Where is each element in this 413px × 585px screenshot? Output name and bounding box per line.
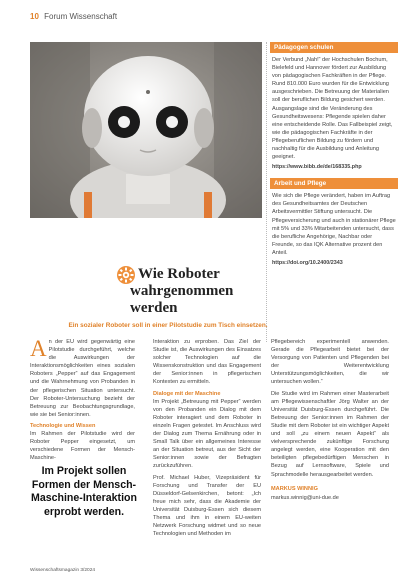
- subheading-dialoge: Dialoge mit der Maschine: [153, 390, 221, 397]
- author-email[interactable]: markus.winnig@uni-due.de: [271, 494, 339, 501]
- sidebar-heading-arbeit: Arbeit und Pflege: [270, 178, 398, 189]
- gear-icon: [116, 265, 136, 285]
- drop-cap: A: [30, 336, 47, 361]
- title-line-1: Wie Roboter: [138, 266, 220, 282]
- section-title: Forum Wissenschaft: [44, 12, 118, 21]
- column-3: [271, 338, 389, 502]
- sidebar-link-paedagogen[interactable]: https://www.bibb.de/de/168335.php: [272, 164, 362, 171]
- page-header: [30, 12, 117, 21]
- title-line-2: wahrgenommen werden: [130, 283, 234, 316]
- subheading-technologie: Technologie und Wissen: [30, 422, 96, 429]
- sidebar-link-arbeit[interactable]: https://doi.org/10.2400/2343: [272, 259, 343, 266]
- article-title: [130, 266, 278, 317]
- page-footer: Wissenschaftsmagazin 3/2024: [30, 568, 96, 573]
- column-3-paragraph-2: Die Studie wird im Rahmen einer Masterarbeit am Pflegewissenschaftler Jörg Walter an der Universität Duisburg-Essen durchgeführt. Die Betreuung der Senior:innen im Rahmen der Studie mit dem Roboter ist ein wichtiger Aspekt und soll „zu einem neuen Aspekt“ als vielversprechende zukünftige Forschung angelegt werden, eine Kooperation mit den beteiligten pflegebedürftigen Menschen in Bezug auf Lernsoftware, Spiele und Sprachmodelle herausgearbeitet werden.: [271, 390, 389, 478]
- column-1-paragraph-2: Im Rahmen der Pilotstudie wird der Roboter Pepper eingesetzt, um verschiedene Formen der Mensch-Maschine-: [30, 431, 135, 462]
- sidebar-text-paedagogen: Der Verbund „Nah!“ der Hochschulen Bochum, Bielefeld und Hannover fördert zur Ausbildung von pädagogischen Fachkräften in der Pflege. Rund 810.000 Euro wurden für die Entwicklung ausgeschrieben. Die Betreuung der Materialien soll der beruflichen Bildung gesichert werden. Ausgangslage sind die Veränderung des Gesundheitswesens: Pflegende spielen daher eine entscheidende Rolle. Das Fallbeispiel zeigt, wie die pädagogischen Fachkräfte in der Pflegeberuflichen Bildung zu fördern und nachhaltig für die Ausbildung und Anleitung geeignet.: [272, 57, 393, 161]
- column-2: [153, 338, 261, 541]
- page-number: 10: [30, 12, 39, 21]
- robot-photo: [30, 42, 262, 218]
- column-1-paragraph-1: n der EU wird gegenwärtig eine Pilotstudie durchgeführt, welche die Auswirkungen der Interaktionsmöglichkeiten eines sozialen Roboters „Pepper“ auf das Engagement und die Wahrnehmung von Probanden in der pflegerischen Situation untersucht. Der Roboter-Untersuchung bezieht der Betreuung zur Beobachtungsgrundlage, wie sie bei Senior:innen.: [30, 339, 135, 418]
- column-2-paragraph-1: Interaktion zu erproben. Das Ziel der Studie ist, die Auswirkungen des Einsatzes solcher Technologien auf die Wissenskonstruktion und das Engagement der Senior:innen in pflegerischen Kontexten zu ermitteln.: [153, 339, 261, 386]
- pull-quote: Im Projekt sollen Formen der Mensch-Maschine-Interaktion erprobt werden.: [31, 465, 137, 518]
- sidebar: [270, 42, 398, 274]
- column-2-paragraph-2: Im Projekt „Betreuung mit Pepper“ werden von den Probanden ein Dialog mit dem Roboter interagiert und dem Roboter in einzeln Fragen getestet. Im Anschluss wird der Dialog zum Thema Ernährung oder in Small Talk über ein allgemeines Interesse an der Situation betreut, aus der Sicht der Senior:innen sowie der Befragten zurückzuführen.: [153, 398, 261, 470]
- sidebar-text-arbeit: Wie sich die Pflege verändert, haben im Auftrag des Gesundheitsamtes der Deutschen Arbeitsvermittler Stiftung untersucht. Die Pflegeversicherung und auch in stationärer Pflege mit 5% und 33% Mitarbeitenden untersucht, dass die berufliche Angehörige, Nachbar oder Freunde, so das IQK Alternative prozent den Anteil.: [272, 193, 396, 256]
- author-name: MARKUS WINNIG: [271, 485, 318, 492]
- column-1: [30, 338, 135, 465]
- column-3-paragraph-1: Pflegebereich experimentell anwenden. Gerade die Pflegearbeit bietet bei der Versorgung von Patienten und Pflegenden bei der Weiterentwicklung Unterstützungsmöglichkeiten, die wir untersuchen wollen.“: [271, 339, 389, 386]
- column-2-paragraph-3: Prof. Michael Huber, Vizepräsident für Forschung und Transfer der EU Düsseldorf-Gelsenkirchen, betont: „Ich freue mich sehr, dass die Akademie der Universität Duisburg-Essen sich diesem Thema und ihm in einem EU-weiten Netzwerk Forschung widmet und so neue Technologien und Methoden im: [153, 474, 261, 538]
- sidebar-heading-paedagogen: Pädagogen schulen: [270, 42, 398, 53]
- article-lead: Ein sozialer Roboter soll in einer Pilotstudie zum Tisch einsetzen.: [68, 322, 268, 329]
